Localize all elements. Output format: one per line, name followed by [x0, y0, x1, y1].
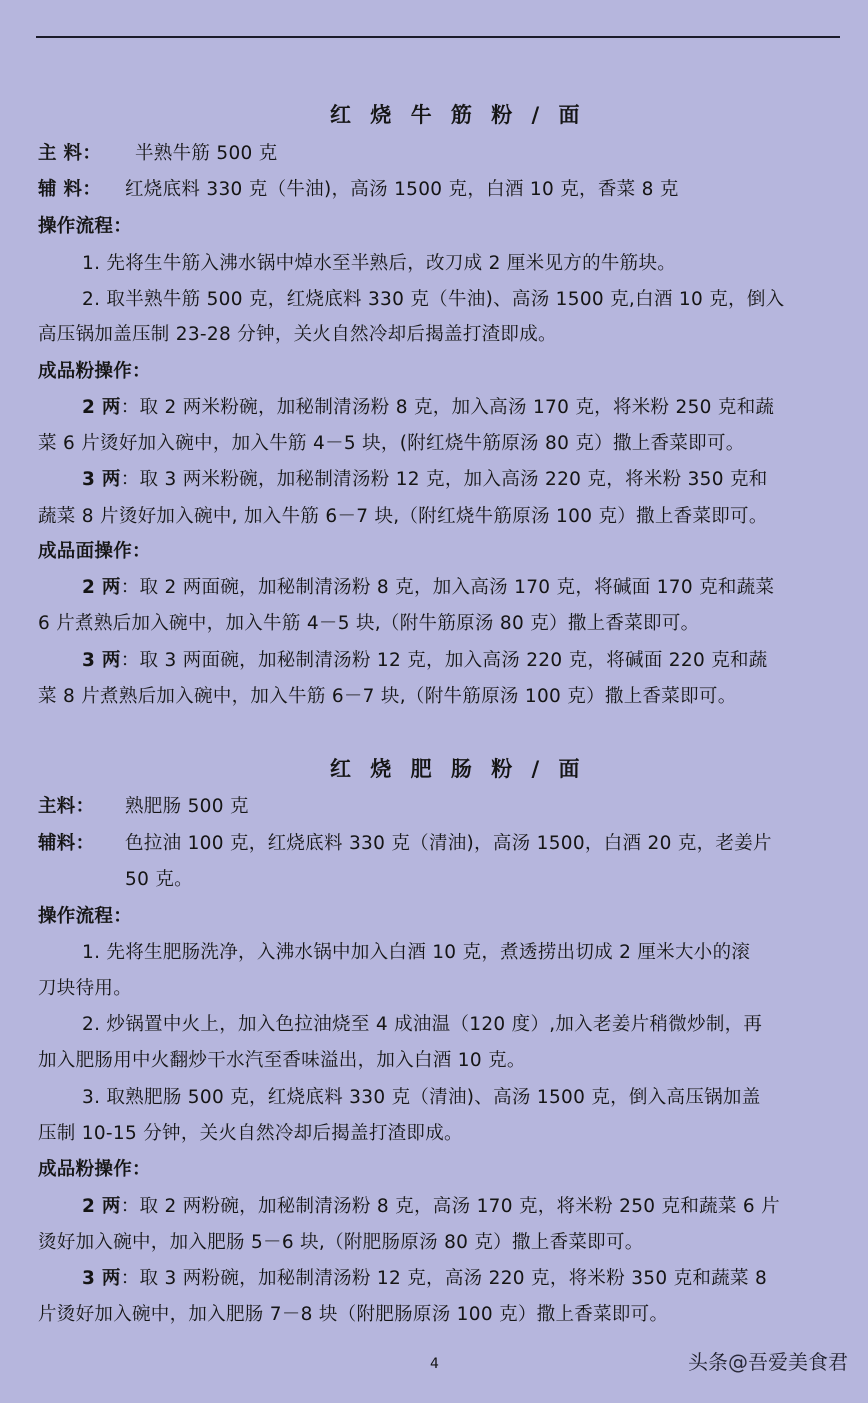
portion-text: ：取 2 两粉碗，加秘制清汤粉 8 克，高汤 170 克，将米粉 250 克和蔬菜 6 片: [120, 1196, 780, 1217]
portion-tag: 3 两: [82, 469, 121, 490]
noodle-line: 菜 8 片煮熟后加入碗中，加入牛筋 6－7 块,（附牛筋原汤 100 克）撒上香菜即可。: [38, 686, 737, 707]
portion-text: ：取 3 两米粉碗，加秘制清汤粉 12 克，加入高汤 220 克，将米粉 350 克和: [120, 469, 768, 490]
section-title: 红 烧 牛 筋 粉 / 面: [330, 103, 586, 127]
step-line: 压制 10-15 分钟，关火自然冷却后揭盖打渣即成。: [38, 1123, 463, 1144]
step-line: 高压锅加盖压制 23-28 分钟，关火自然冷却后揭盖打渣即成。: [38, 324, 557, 345]
portion-text: ：取 3 两粉碗，加秘制清汤粉 12 克，高汤 220 克，将米粉 350 克和蔬菜 8: [120, 1268, 768, 1289]
step-line: 刀块待用。: [38, 978, 133, 999]
aux-ingredient-value: 色拉油 100 克，红烧底料 330 克（清油)，高汤 1500，白酒 20 克，老姜片: [125, 833, 772, 854]
noodle-label: 成品面操作：: [38, 541, 151, 562]
powder-line: [82, 1268, 767, 1290]
step-line: 加入肥肠用中火翻炒干水汽至香味溢出，加入白酒 10 克。: [38, 1050, 526, 1071]
noodle-line: 6 片煮熟后加入碗中，加入牛筋 4－5 块,（附牛筋原汤 80 克）撒上香菜即可。: [38, 613, 700, 634]
aux-ingredient-value: 红烧底料 330 克（牛油)，高汤 1500 克，白酒 10 克，香菜 8 克: [125, 179, 679, 200]
aux-ingredient-label: 辅料：: [38, 833, 95, 854]
portion-tag: 2 两: [82, 397, 121, 418]
powder-line: [82, 469, 768, 491]
step-line: 2. 取半熟牛筋 500 克，红烧底料 330 克（牛油)、高汤 1500 克,白酒 10 克，倒入: [82, 289, 785, 310]
portion-text: ：取 2 两面碗，加秘制清汤粉 8 克，加入高汤 170 克，将碱面 170 克和蔬菜: [120, 577, 775, 598]
process-label: 操作流程：: [38, 216, 133, 237]
portion-tag: 3 两: [82, 650, 121, 671]
powder-line: 菜 6 片烫好加入碗中，加入牛筋 4－5 块，(附红烧牛筋原汤 80 克）撒上香菜即可。: [38, 433, 745, 454]
step-line: 3. 取熟肥肠 500 克，红烧底料 330 克（清油)、高汤 1500 克，倒入高压锅加盖: [82, 1087, 761, 1108]
powder-label: 成品粉操作：: [38, 1159, 151, 1180]
portion-tag: 3 两: [82, 1268, 121, 1289]
powder-line: 烫好加入碗中，加入肥肠 5－6 块,（附肥肠原汤 80 克）撒上香菜即可。: [38, 1232, 644, 1253]
watermark-at: @: [728, 1350, 748, 1374]
powder-line: [82, 397, 774, 419]
powder-line: 蔬菜 8 片烫好加入碗中, 加入牛筋 6－7 块,（附红烧牛筋原汤 100 克）撒上香菜即可。: [38, 506, 768, 527]
aux-ingredient-label: 辅 料：: [38, 179, 102, 200]
watermark: [688, 1346, 848, 1375]
main-ingredient-label: 主 料：: [38, 143, 102, 164]
powder-label: 成品粉操作：: [38, 361, 151, 382]
main-ingredient-label: 主料：: [38, 796, 95, 817]
portion-text: ：取 2 两米粉碗，加秘制清汤粉 8 克，加入高汤 170 克，将米粉 250 克和蔬: [120, 397, 775, 418]
portion-tag: 2 两: [82, 1196, 121, 1217]
step-line: 1. 先将生牛筋入沸水锅中焯水至半熟后，改刀成 2 厘米见方的牛筋块。: [82, 253, 677, 274]
aux-ingredient-value: 50 克。: [125, 869, 193, 890]
portion-text: ：取 3 两面碗，加秘制清汤粉 12 克，加入高汤 220 克，将碱面 220 克和蔬: [120, 650, 768, 671]
watermark-name: 吾爱美食君: [748, 1350, 848, 1374]
noodle-line: [82, 650, 768, 672]
noodle-line: [82, 577, 774, 599]
watermark-prefix: 头条: [688, 1350, 728, 1374]
powder-line: 片烫好加入碗中，加入肥肠 7－8 块（附肥肠原汤 100 克）撒上香菜即可。: [38, 1304, 669, 1325]
section-title: 红 烧 肥 肠 粉 / 面: [330, 757, 586, 781]
step-line: 1. 先将生肥肠洗净，入沸水锅中加入白酒 10 克，煮透捞出切成 2 厘米大小的滚: [82, 942, 751, 963]
step-line: 2. 炒锅置中火上，加入色拉油烧至 4 成油温（120 度）,加入老姜片稍微炒制，再: [82, 1014, 763, 1035]
page-number: 4: [430, 1356, 440, 1372]
portion-tag: 2 两: [82, 577, 121, 598]
process-label: 操作流程：: [38, 906, 133, 927]
powder-line: [82, 1196, 780, 1218]
main-ingredient-value: 半熟牛筋 500 克: [135, 143, 278, 164]
main-ingredient-value: 熟肥肠 500 克: [125, 796, 249, 817]
